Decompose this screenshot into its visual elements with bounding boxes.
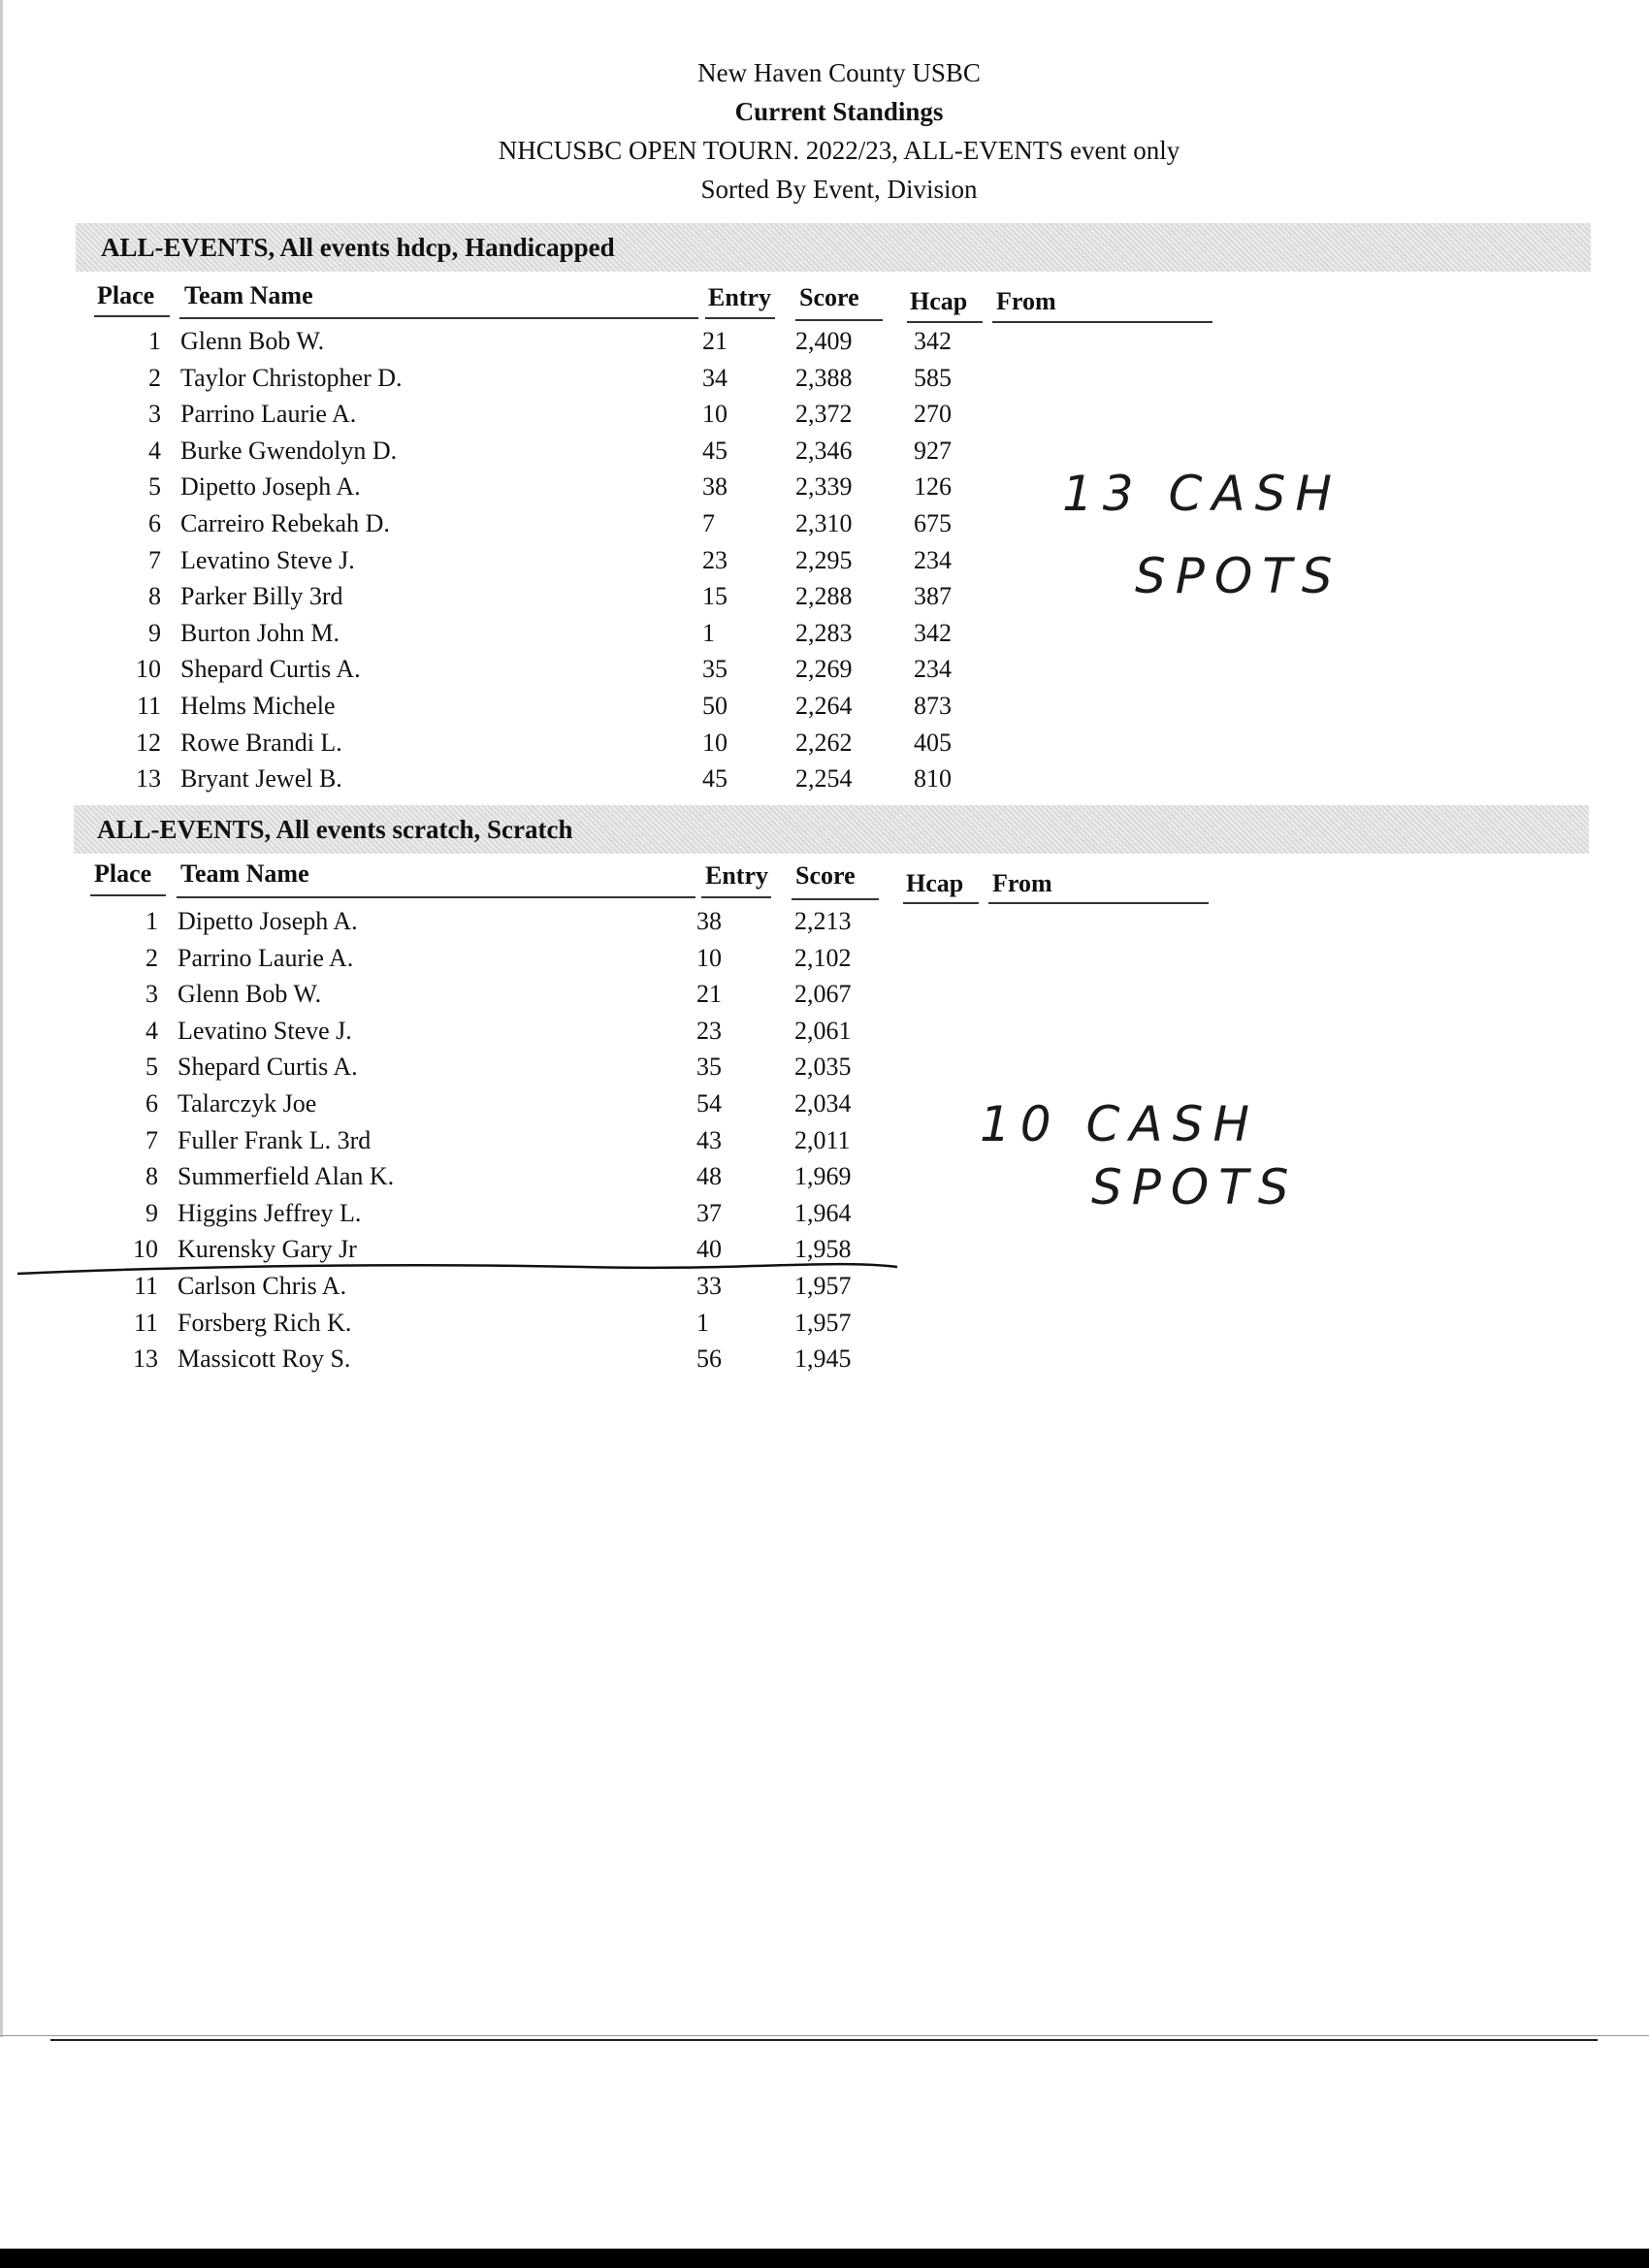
place-cell: 2 bbox=[146, 943, 158, 972]
table-row bbox=[73, 1013, 946, 1049]
team-name-cell: Shepard Curtis A. bbox=[180, 655, 361, 684]
place-cell: 13 bbox=[136, 764, 161, 794]
table-row bbox=[76, 651, 952, 687]
section-title-handicapped: ALL-EVENTS, All events hdcp, Handicapped bbox=[76, 223, 1591, 272]
scan-bottom-edge bbox=[0, 2249, 1649, 2268]
score-cell: 2,061 bbox=[794, 1016, 852, 1045]
team-name-cell: Fuller Frank L. 3rd bbox=[178, 1125, 372, 1154]
team-name-cell: Talarczyk Joe bbox=[178, 1089, 317, 1118]
entry-cell: 1 bbox=[702, 618, 715, 647]
team-name-cell: Kurensky Gary Jr bbox=[178, 1235, 357, 1264]
col-team-name: Team Name bbox=[184, 281, 313, 309]
table-row bbox=[76, 542, 952, 578]
team-name-cell: Burke Gwendolyn D. bbox=[180, 436, 398, 465]
score-cell: 2,262 bbox=[795, 728, 853, 757]
entry-cell: 54 bbox=[696, 1089, 722, 1118]
table-row bbox=[73, 1085, 946, 1121]
score-cell: 1,957 bbox=[794, 1272, 852, 1300]
entry-cell: 48 bbox=[696, 1162, 722, 1191]
score-cell: 2,283 bbox=[795, 618, 853, 647]
score-cell: 2,269 bbox=[795, 655, 853, 684]
sort-description: Sorted By Event, Division bbox=[700, 175, 978, 204]
place-cell: 3 bbox=[146, 980, 158, 1009]
place-cell: 11 bbox=[136, 692, 161, 720]
col-underline bbox=[705, 317, 775, 319]
col-place: Place bbox=[97, 281, 155, 309]
score-cell: 2,011 bbox=[794, 1125, 851, 1154]
team-name-cell: Carlson Chris A. bbox=[178, 1272, 347, 1300]
team-name-cell: Shepard Curtis A. bbox=[178, 1053, 358, 1082]
table-row bbox=[76, 761, 952, 796]
section-title-scratch: ALL-EVENTS, All events scratch, Scratch bbox=[74, 805, 1589, 854]
table-row bbox=[73, 1341, 946, 1377]
entry-cell: 10 bbox=[696, 943, 722, 972]
table-row bbox=[76, 433, 952, 469]
table-row bbox=[76, 615, 952, 651]
team-name-cell: Taylor Christopher D. bbox=[180, 363, 403, 392]
col-underline bbox=[701, 896, 771, 898]
team-name-cell: Higgins Jeffrey L. bbox=[178, 1198, 362, 1227]
score-cell: 1,964 bbox=[794, 1198, 852, 1227]
hcap-cell: 675 bbox=[914, 509, 952, 537]
team-name-cell: Summerfield Alan K. bbox=[178, 1162, 395, 1191]
col-entry: Entry bbox=[708, 283, 771, 311]
team-name-cell: Helms Michele bbox=[180, 692, 336, 720]
place-cell: 7 bbox=[148, 545, 161, 574]
table-row bbox=[73, 903, 946, 939]
col-hcap: Hcap bbox=[910, 287, 968, 315]
entry-cell: 45 bbox=[702, 764, 728, 794]
place-cell: 2 bbox=[148, 363, 161, 392]
org-name: New Haven County USBC bbox=[697, 58, 981, 87]
col-team-name: Team Name bbox=[180, 859, 309, 888]
place-cell: 4 bbox=[148, 436, 161, 465]
team-name-cell: Parrino Laurie A. bbox=[180, 400, 357, 429]
hcap-cell: 585 bbox=[914, 363, 952, 392]
handwritten-note-line2: SPOTS bbox=[1091, 1159, 1299, 1215]
report-header bbox=[0, 53, 1649, 209]
table-row bbox=[76, 578, 952, 614]
place-cell: 1 bbox=[146, 907, 158, 935]
col-underline bbox=[94, 315, 170, 317]
entry-cell: 7 bbox=[702, 509, 715, 537]
team-name-cell: Glenn Bob W. bbox=[178, 980, 322, 1009]
score-cell: 2,409 bbox=[795, 327, 853, 355]
entry-cell: 40 bbox=[696, 1235, 722, 1264]
entry-cell: 35 bbox=[696, 1053, 722, 1082]
hcap-cell: 873 bbox=[914, 692, 952, 720]
handwritten-note-line1: 13 CASH bbox=[1062, 466, 1342, 522]
entry-cell: 43 bbox=[696, 1125, 722, 1154]
team-name-cell: Forsberg Rich K. bbox=[178, 1308, 352, 1337]
entry-cell: 21 bbox=[696, 980, 722, 1009]
col-score: Score bbox=[795, 861, 856, 890]
score-cell: 2,295 bbox=[795, 545, 853, 574]
entry-cell: 33 bbox=[696, 1272, 722, 1300]
col-underline bbox=[90, 894, 166, 896]
score-cell: 2,372 bbox=[795, 400, 853, 429]
table-row bbox=[73, 1122, 946, 1158]
scan-divider bbox=[0, 2035, 1649, 2036]
table-row bbox=[73, 1049, 946, 1085]
table-row bbox=[73, 976, 946, 1012]
hcap-cell: 126 bbox=[914, 472, 952, 502]
entry-cell: 34 bbox=[702, 363, 728, 392]
col-underline bbox=[179, 317, 698, 319]
col-place: Place bbox=[94, 859, 152, 888]
col-from: From bbox=[996, 287, 1056, 315]
entry-cell: 38 bbox=[696, 907, 722, 935]
hcap-cell: 234 bbox=[914, 655, 952, 684]
hcap-cell: 342 bbox=[914, 618, 952, 647]
place-cell: 10 bbox=[133, 1235, 158, 1264]
table-row bbox=[76, 360, 952, 396]
hcap-cell: 270 bbox=[914, 400, 952, 429]
col-underline bbox=[992, 321, 1212, 323]
entry-cell: 37 bbox=[696, 1198, 722, 1227]
table-row bbox=[73, 940, 946, 976]
place-cell: 10 bbox=[136, 655, 161, 684]
team-name-cell: Levatino Steve J. bbox=[180, 545, 355, 574]
score-cell: 2,213 bbox=[794, 907, 852, 935]
place-cell: 11 bbox=[133, 1272, 158, 1300]
report-title: Current Standings bbox=[734, 97, 944, 126]
place-cell: 7 bbox=[146, 1125, 158, 1154]
handwritten-note-line2: SPOTS bbox=[1135, 548, 1342, 604]
place-cell: 9 bbox=[148, 618, 161, 647]
score-cell: 2,346 bbox=[795, 436, 853, 465]
entry-cell: 23 bbox=[702, 545, 728, 574]
table-row bbox=[73, 1231, 946, 1267]
score-cell: 1,957 bbox=[794, 1308, 852, 1337]
team-name-cell: Rowe Brandi L. bbox=[180, 728, 342, 757]
col-score: Score bbox=[799, 283, 859, 311]
team-name-cell: Levatino Steve J. bbox=[178, 1016, 352, 1045]
table-row bbox=[73, 1268, 946, 1304]
team-name-cell: Carreiro Rebekah D. bbox=[180, 509, 390, 537]
team-name-cell: Burton John M. bbox=[180, 618, 340, 647]
col-underline bbox=[177, 896, 695, 898]
col-entry: Entry bbox=[705, 861, 768, 890]
team-name-cell: Parker Billy 3rd bbox=[180, 582, 343, 611]
entry-cell: 35 bbox=[702, 655, 728, 684]
score-cell: 1,945 bbox=[794, 1345, 852, 1374]
table-row bbox=[76, 396, 952, 432]
entry-cell: 10 bbox=[702, 400, 728, 429]
hcap-cell: 927 bbox=[914, 436, 952, 465]
place-cell: 13 bbox=[133, 1345, 158, 1374]
entry-cell: 10 bbox=[702, 728, 728, 757]
hcap-cell: 234 bbox=[914, 545, 952, 574]
entry-cell: 15 bbox=[702, 582, 728, 611]
handwritten-note-line1: 10 CASH bbox=[980, 1096, 1259, 1152]
table-row bbox=[76, 688, 952, 724]
entry-cell: 1 bbox=[696, 1308, 709, 1337]
table-row bbox=[76, 725, 952, 761]
team-name-cell: Dipetto Joseph A. bbox=[180, 472, 361, 502]
entry-cell: 45 bbox=[702, 436, 728, 465]
place-cell: 3 bbox=[148, 400, 161, 429]
place-cell: 8 bbox=[146, 1162, 158, 1191]
team-name-cell: Bryant Jewel B. bbox=[180, 764, 342, 794]
place-cell: 8 bbox=[148, 582, 161, 611]
score-cell: 2,388 bbox=[795, 363, 853, 392]
place-cell: 11 bbox=[133, 1308, 158, 1337]
score-cell: 1,958 bbox=[794, 1235, 852, 1264]
score-cell: 2,288 bbox=[795, 582, 853, 611]
team-name-cell: Parrino Laurie A. bbox=[178, 943, 354, 972]
place-cell: 5 bbox=[146, 1053, 158, 1082]
col-underline bbox=[792, 898, 879, 900]
table-row bbox=[73, 1305, 946, 1341]
hcap-cell: 342 bbox=[914, 327, 952, 355]
score-cell: 2,034 bbox=[794, 1089, 852, 1118]
table-row bbox=[73, 1158, 946, 1194]
place-cell: 9 bbox=[146, 1198, 158, 1227]
place-cell: 12 bbox=[136, 728, 161, 757]
hcap-cell: 405 bbox=[914, 728, 952, 757]
score-cell: 2,102 bbox=[794, 943, 852, 972]
col-hcap: Hcap bbox=[906, 869, 964, 897]
tournament-name: NHCUSBC OPEN TOURN. 2022/23, ALL-EVENTS event only bbox=[498, 136, 1180, 165]
col-from: From bbox=[992, 869, 1052, 897]
place-cell: 6 bbox=[148, 509, 161, 537]
col-underline bbox=[795, 319, 883, 321]
score-cell: 2,310 bbox=[795, 509, 853, 537]
table-row bbox=[76, 323, 952, 359]
entry-cell: 21 bbox=[702, 327, 728, 355]
table-row bbox=[73, 1195, 946, 1231]
entry-cell: 23 bbox=[696, 1016, 722, 1045]
scan-edge bbox=[0, 0, 3, 2037]
entry-cell: 56 bbox=[696, 1345, 722, 1374]
place-cell: 6 bbox=[146, 1089, 158, 1118]
place-cell: 4 bbox=[146, 1016, 158, 1045]
score-cell: 2,067 bbox=[794, 980, 852, 1009]
entry-cell: 50 bbox=[702, 692, 728, 720]
hcap-cell: 810 bbox=[914, 764, 952, 794]
col-underline bbox=[988, 902, 1209, 904]
table-row bbox=[76, 505, 952, 541]
score-cell: 1,969 bbox=[794, 1162, 852, 1191]
team-name-cell: Massicott Roy S. bbox=[178, 1345, 351, 1374]
score-cell: 2,339 bbox=[795, 472, 853, 502]
page-footer-rule bbox=[50, 2039, 1598, 2041]
team-name-cell: Glenn Bob W. bbox=[180, 327, 325, 355]
place-cell: 1 bbox=[148, 327, 161, 355]
score-cell: 2,035 bbox=[794, 1053, 852, 1082]
table-row bbox=[76, 469, 952, 504]
team-name-cell: Dipetto Joseph A. bbox=[178, 907, 358, 935]
place-cell: 5 bbox=[148, 472, 161, 502]
score-cell: 2,254 bbox=[795, 764, 853, 794]
score-cell: 2,264 bbox=[795, 692, 853, 720]
hcap-cell: 387 bbox=[914, 582, 952, 611]
entry-cell: 38 bbox=[702, 472, 728, 502]
